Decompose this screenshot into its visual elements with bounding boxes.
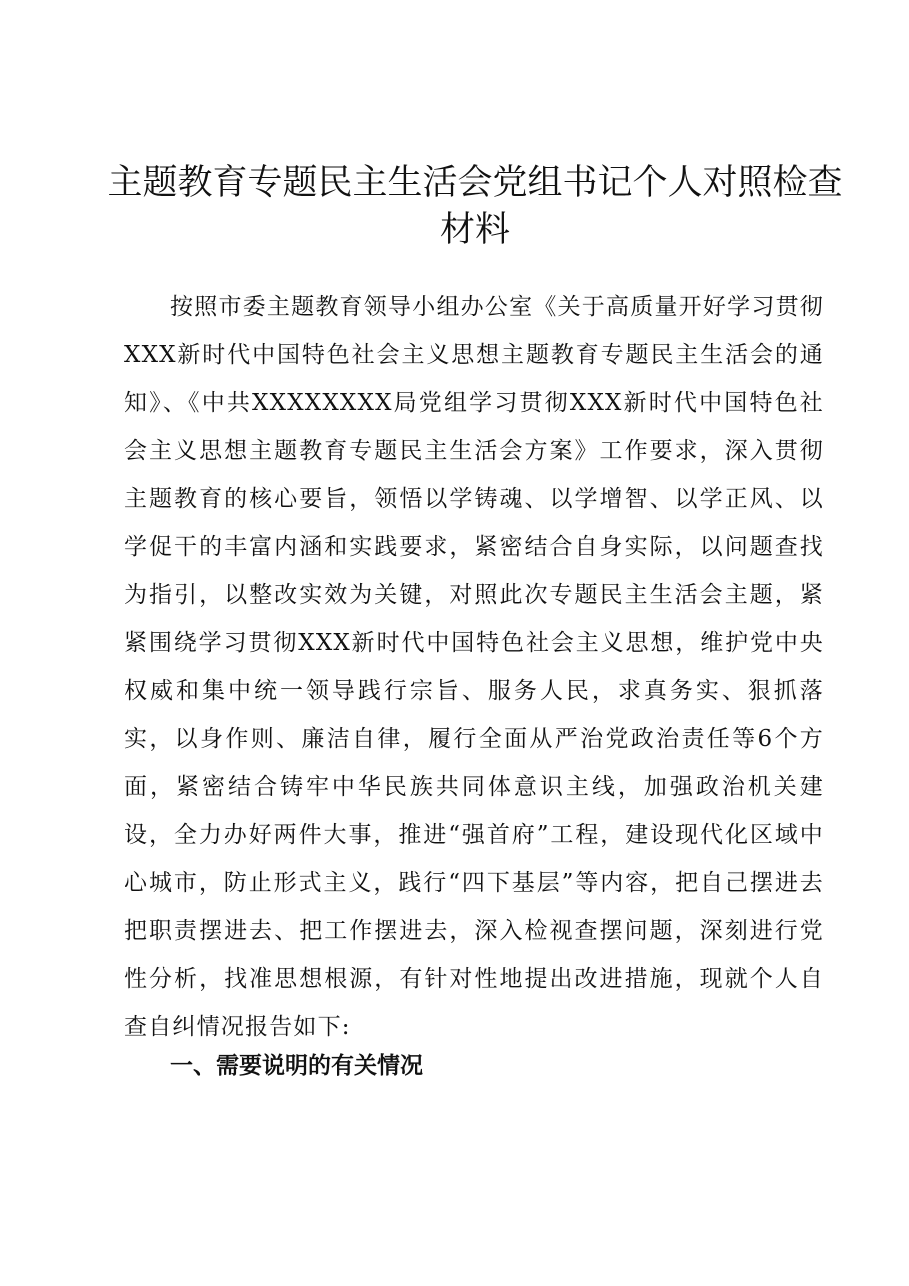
document-title: 主题教育专题民主生活会党组书记个人对照检查材料 [107, 163, 843, 250]
body-paragraph: 按照市委主题教育领导小组办公室《关于高质量开好学习贯彻XXX新时代中国特色社会主义思想主题教育专题民主生活会的通知》、《中共XXXXXXXX局党组学习贯彻XXX新时代中国特色社会主义思想主题教育专题民主生活会方案》工作要求，深入贯彻主题教育的核心要旨，领悟以学铸魂、以学增智、以学正风、以学促干的丰富内涵和实践要求，紧密结合自身实际，以问题查找为指引，以整改实效为关键，对照此次专题民主生活会主题，紧紧围绕学习贯彻XXX新时代中国特色社会主义思想，维护党中央权威和集中统一领导践行宗旨、服务人民，求真务实、狠抓落实，以身作则、廉洁自律，履行全面从严治党政治责任等6个方面，紧密结合铸牢中华民族共同体意识主线，加强政治机关建设，全力办好两件大事，推进“强首府”工程，建设现代化区域中心城市，防止形式主义，践行“四下基层”等内容，把自己摆进去把职责摆进去、把工作摆进去，深入检视查摆问题，深刻进行党性分析，找准思想根源，有针对性地提出改进措施，现就个人自查自纠情况报告如下: [124, 294, 824, 1040]
section-heading: 一、需要说明的有关情况 [170, 1053, 423, 1079]
